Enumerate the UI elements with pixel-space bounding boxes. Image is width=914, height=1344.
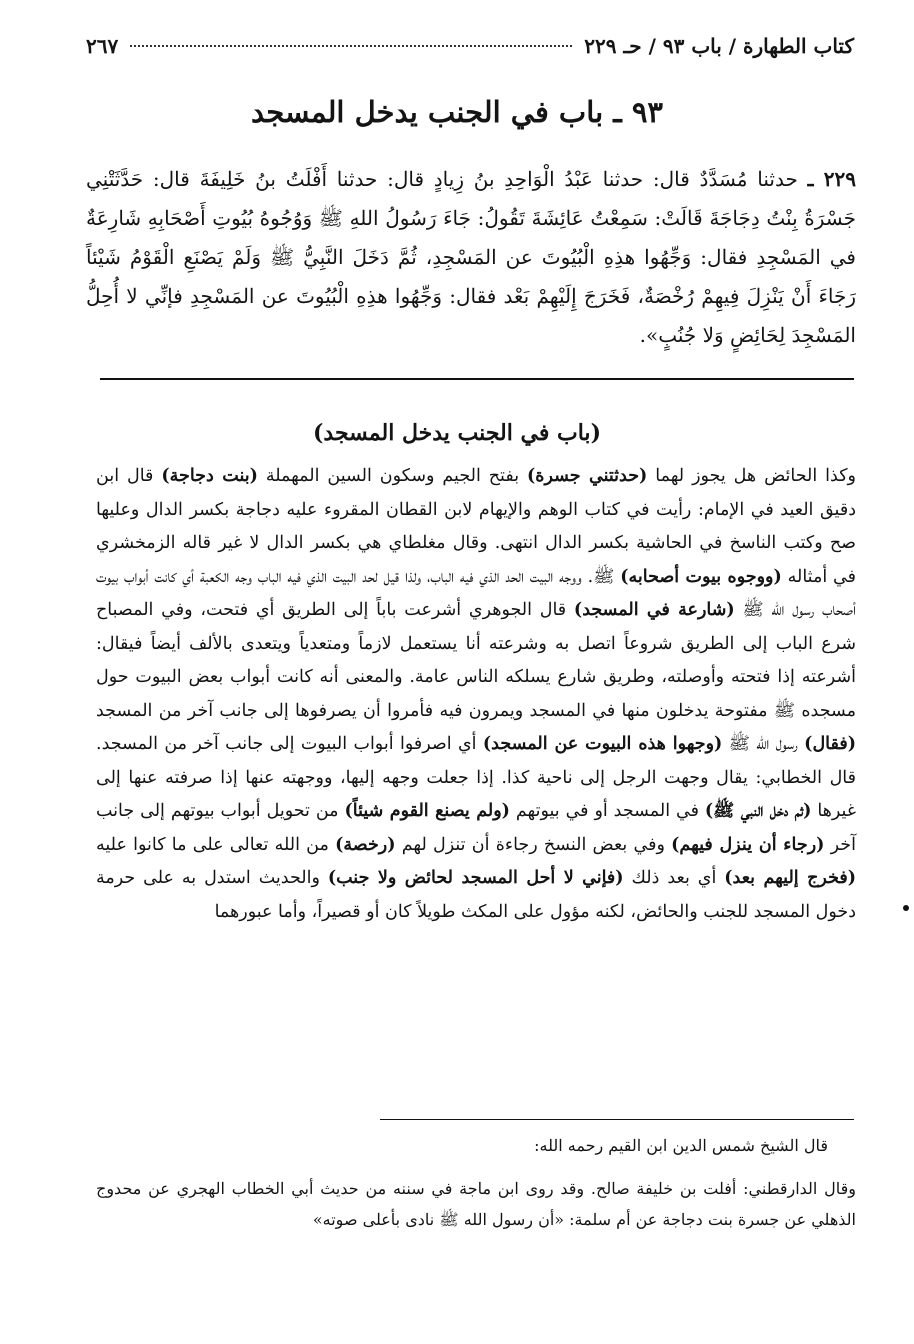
- commentary-text: [96, 460, 856, 929]
- quoted-phrase: (رجاء أن ينزل فيهم): [671, 834, 825, 855]
- quoted-phrase: (حدثتني جسرة): [527, 466, 648, 486]
- commentary-segment: قال ابن دقيق العيد في الإمام: رأيت في كتاب الوهم والإيهام لابن القطان المقروء عليه دجاجة بكسر الدال وعليها صح وكتب الناسخ في الحاشية بكسر الدال انتهى. وقال مغلطاي هي بكسر الدال لا غير قاله الزمخشري في أمثاله: [96, 466, 857, 587]
- separator-line: [100, 378, 854, 380]
- quoted-phrase: (فقال): [804, 734, 856, 754]
- commentary-segment: أي بعد ذلك: [623, 868, 725, 888]
- quoted-phrase: (رخصة): [335, 834, 396, 855]
- commentary-segment: من تحويل أبواب بيوتهم إلى جانب آخر: [96, 801, 856, 855]
- margin-mark: [903, 905, 909, 911]
- footnote-text: وقال الدارقطني: أفلت بن خليفة صالح. وقد روى ابن ماجة في سننه من حديث أبي الخطاب الهجري عن محدوج الذهلي عن جسرة بنت دجاجة عن أم سلمة: «أن رسول الله ﷺ نادى بأعلى صوته»: [96, 1179, 857, 1229]
- commentary-segment: في المسجد أو في بيوتهم: [509, 801, 705, 821]
- quoted-phrase: (وجهوا هذه البيوت عن المسجد): [482, 734, 723, 754]
- commentary-segment: وفي بعض النسخ رجاءة أن تنزل لهم: [395, 834, 672, 855]
- hadith-text-block: [86, 160, 856, 355]
- footnote: [96, 1130, 856, 1235]
- commentary-segment: من الله تعالى على ما كانوا عليه: [96, 834, 336, 855]
- hadith-number: ٢٢٩ ـ: [807, 167, 857, 191]
- commentary-segment: وكذا الحائض هل يجوز لهما: [647, 466, 856, 486]
- commentary-segment: أي اصرفوا أبواب البيوت إلى جانب آخر من المسجد. قال الخطابي: يقال وجهت الرجل إلى ناحية كذا. إذا جعلت وجهه إليها، ووجهته عنها إذا صرفته عنها إلى غيرها: [96, 734, 856, 821]
- quoted-phrase: (ثم دخل النبي ﷺ): [704, 801, 812, 821]
- commentary-segment: رسول الله ﷺ: [722, 734, 805, 754]
- hadith-text: حدثنا مُسَدَّدٌ قال: حدثنا عَبْدُ الْوَاحِدِ بنُ زِيادٍ قال: حدثنا أَفْلَتُ بنُ خَلِيفَةَ قال: حَدَّثَتْنِي جَسْرَةُ بِنْتُ دِجَاجَةَ قَالَتْ: سَمِعْتُ عَائِشَةَ تَقُولُ: جَاءَ رَسُولُ اللهِ ﷺ وَوُجُوهُ بُيُوتِ أَصْحَابِهِ شَارِعَةٌ في المَسْجِدِ فقال: وَجِّهُوا هذِهِ الْبُيُوتَ عن المَسْجِدِ، ثُمَّ دَخَلَ النَّبِيُّ ﷺ وَلَمْ يَصْنَعِ الْقَوْمُ شَيْئاً رَجَاءَ أَنْ يَنْزِلَ فِيهِمْ رُخْصَةٌ، فَخَرَجَ إِلَيْهِمْ بَعْد فقال: وَجِّهُوا هذِهِ الْبُيُوتَ عن المَسْجِدِ فإنِّي لا أُحِلُّ المَسْجِدَ لِحَائِضٍ وَلا جُنُبٍ».: [86, 167, 856, 347]
- running-header: [86, 28, 854, 64]
- quoted-phrase: (فخرج إليهم بعد): [724, 868, 857, 888]
- quoted-phrase: (بنت دجاجة): [161, 466, 258, 486]
- commentary-title: (باب في الجنب يدخل المسجد): [313, 420, 601, 446]
- commentary-segment: ﷺ. ووجه البيت الحد الذي فيه الباب، ولذا قيل لحد البيت الذي فيه الباب وجه الكعبة أي كانت أبواب بيوت أصحاب رسول الله ﷺ: [96, 566, 856, 620]
- commentary-segment: بفتح الجيم وسكون السين المهملة: [257, 466, 528, 486]
- footnote-separator: [380, 1119, 854, 1120]
- quoted-phrase: (ولم يصنع القوم شيئاً): [344, 801, 510, 821]
- header-title: كتاب الطهارة / باب ٩٣ / حـ ٢٢٩: [584, 34, 854, 58]
- footnote-heading: قال الشيخ شمس الدين ابن القيم رحمه الله:: [534, 1136, 828, 1155]
- quoted-phrase: (شارعة في المسجد): [573, 600, 735, 620]
- commentary-segment: والحديث استدل به على حرمة دخول المسجد للجنب والحائض، لكنه مؤول على المكث طويلاً كان أو قصيراً، وأما عبورهما: [96, 868, 856, 922]
- chapter-title: ٩٣ ـ باب في الجنب يدخل المسجد: [251, 95, 663, 129]
- quoted-phrase: (فإني لا أحل المسجد لحائض ولا جنب): [327, 868, 624, 888]
- page-number: ٢٦٧: [86, 34, 119, 58]
- commentary-segment: قال الجوهري أشرعت باباً إلى الطريق أي فتحت، وفي المصباح شرع الباب إلى الطريق شروعاً اتصل به وشرعته أنا يستعمل لازماً ومتعدياً ويتعدى بالألف أيضاً فيقال: أشرعته إذا فتحته وأوصلته، وطريق شارع يسلكه الناس عامة. والمعنى أنه كانت أبواب بعض البيوت حول مسجده ﷺ مفتوحة يدخلون منها في المسجد ويمرون فيه فأمروا أن يصرفوها إلى جانب آخر من المسجد: [96, 600, 856, 721]
- quoted-phrase: (ووجوه بيوت أصحابه): [620, 566, 782, 587]
- header-dot-leader: [130, 45, 572, 47]
